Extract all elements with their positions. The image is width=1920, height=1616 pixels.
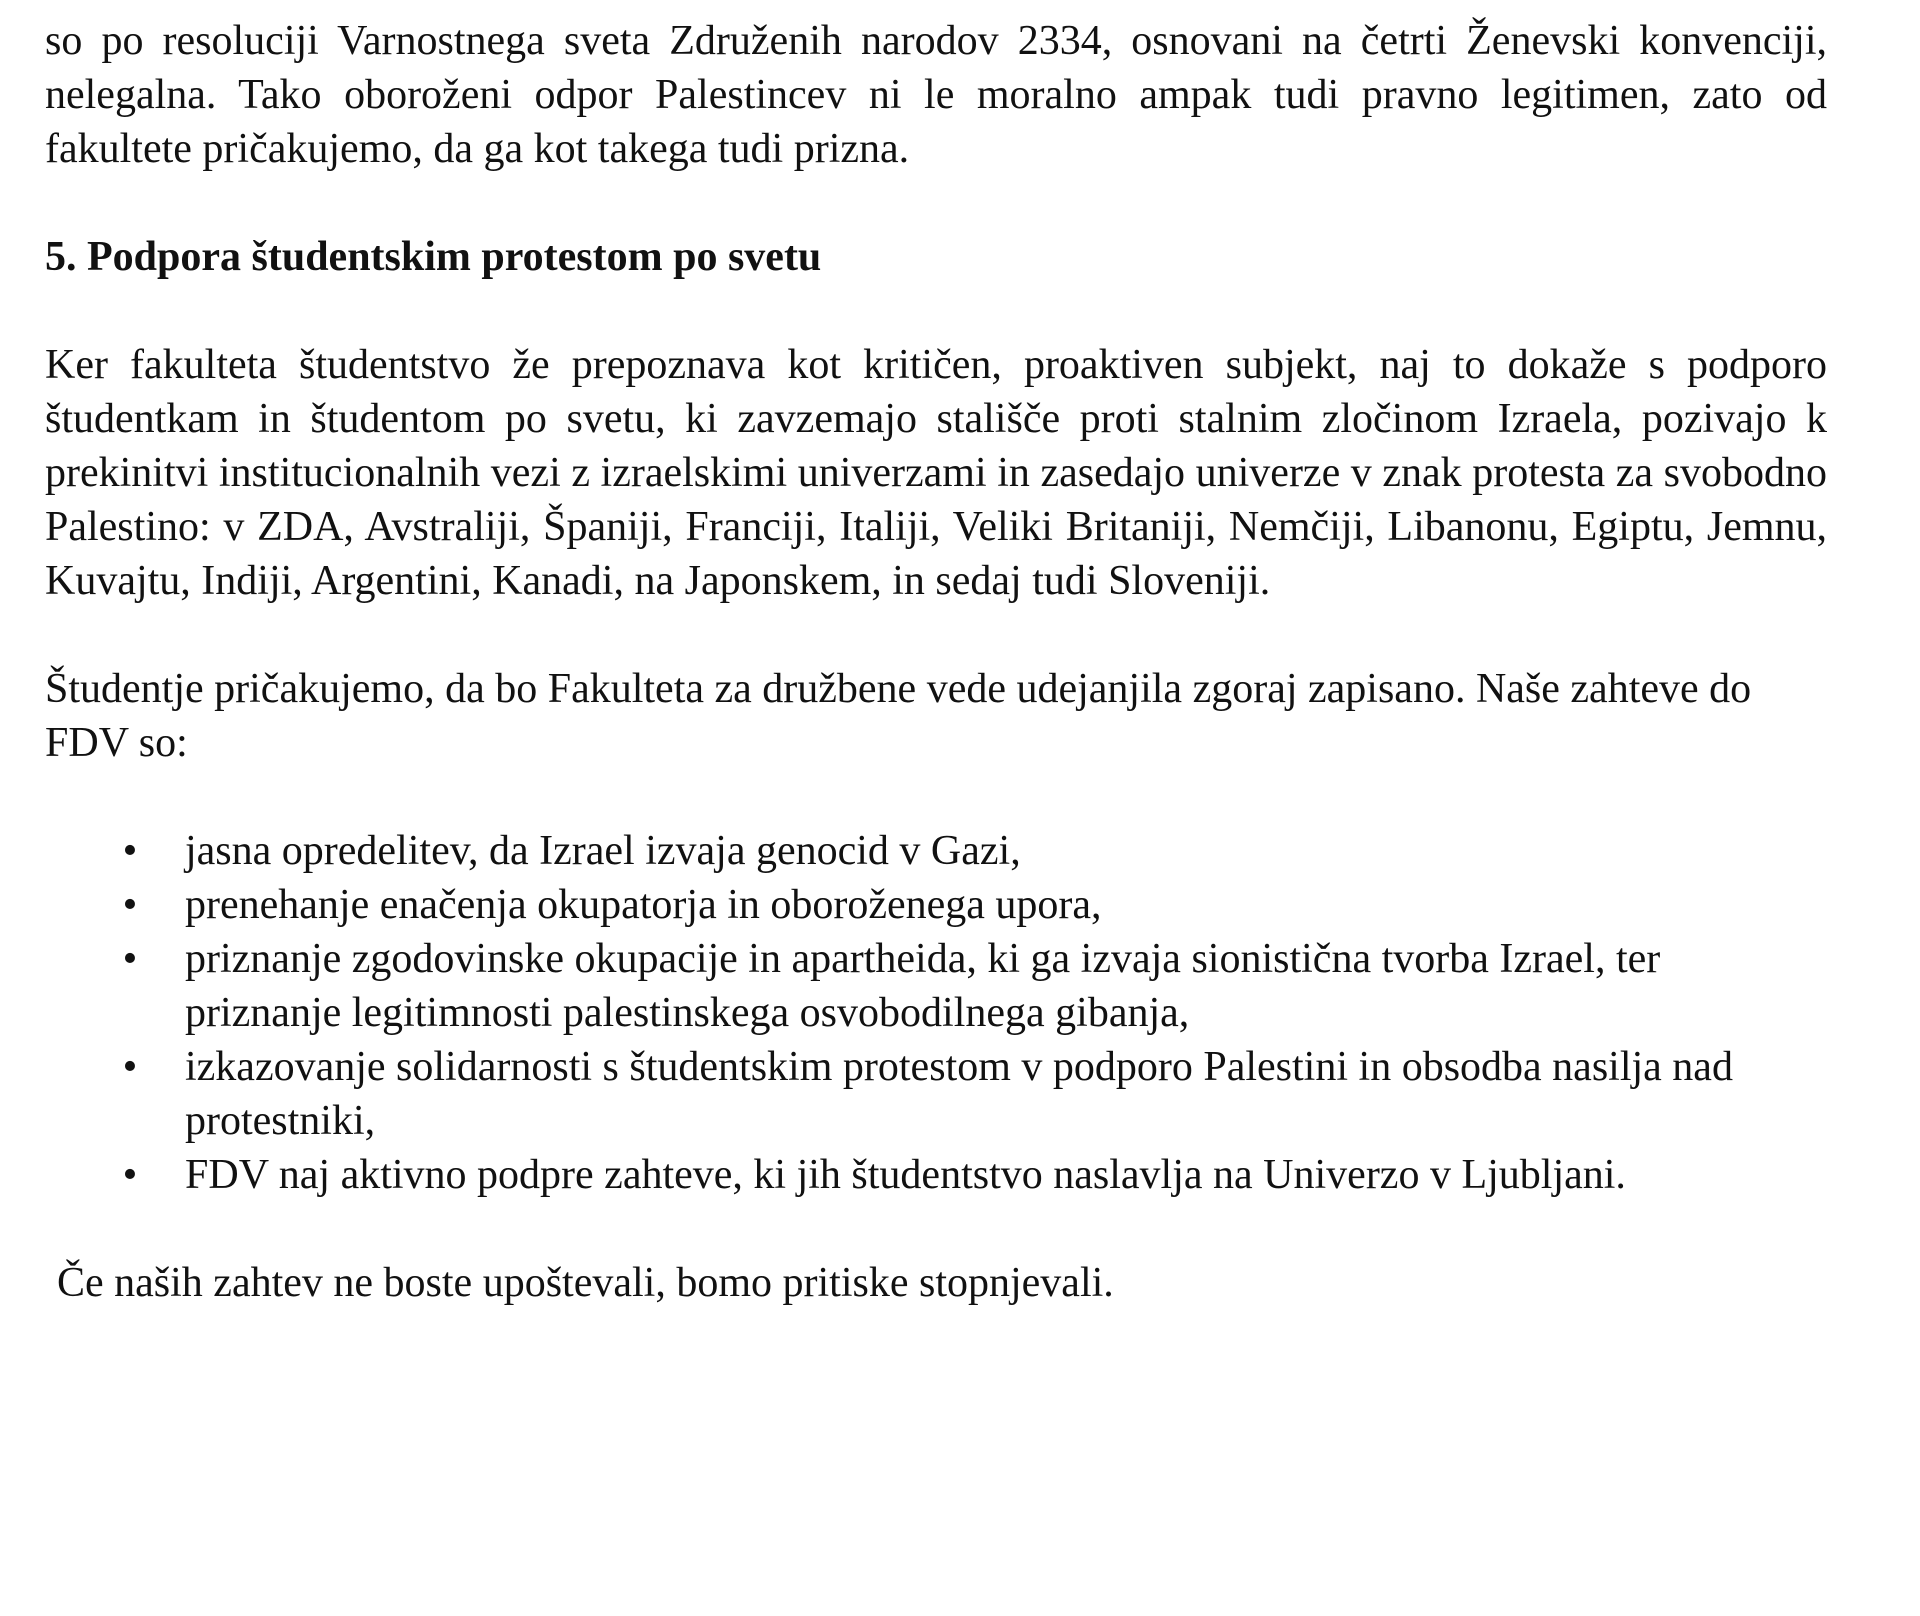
- closing-statement: Če naših zahtev ne boste upoštevali, bomo pritiske stopnjevali.: [57, 1260, 1114, 1306]
- bullet-icon: •: [122, 936, 138, 982]
- list-item: [45, 1040, 1825, 1148]
- demand-text: jasna opredelitev, da Izrael izvaja genocid v Gazi,: [185, 828, 1021, 874]
- bullet-icon: •: [122, 1152, 138, 1198]
- demand-text: izkazovanje solidarnosti s študentskim protestom v podporo Palestini in obsodba nasilja nad protestniki,: [185, 1044, 1733, 1144]
- list-item: [45, 932, 1825, 1040]
- list-item: [45, 878, 1825, 932]
- bullet-icon: •: [122, 828, 138, 874]
- list-item: [45, 824, 1825, 878]
- demand-text: FDV naj aktivno podpre zahteve, ki jih študentstvo naslavlja na Univerzo v Ljubljani.: [185, 1152, 1626, 1198]
- section-paragraph: Ker fakulteta študentstvo že prepoznava kot kritičen, proaktiven subjekt, naj to dokaže s podporo študentkam in študentom po svetu, ki zavzemajo stališče proti stalnim zločinom Izraela, pozivajo k prekinitvi institucionalnih vezi z izraelskimi univerzami in zasedajo univerze v znak protesta za svobodno Palestino: v ZDA, Avstraliji, Španiji, Franciji, Italiji, Veliki Britaniji, Nemčiji, Libanonu, Egiptu, Jemnu, Kuvajtu, Indiji, Argentini, Kanadi, na Japonskem, in sedaj tudi Sloveniji.: [45, 342, 1827, 604]
- bullet-icon: •: [122, 1044, 138, 1090]
- intro-paragraph: so po resoluciji Varnostnega sveta Združenih narodov 2334, osnovani na četrti Ženevski konvenciji, nelegalna. Tako oboroženi odpor Palestincev ni le moralno ampak tudi pravno legitimen, zato od fakultete pričakujemo, da ga kot takega tudi prizna.: [45, 18, 1827, 172]
- list-item: [45, 1148, 1825, 1202]
- section-heading: 5. Podpora študentskim protestom po svetu: [45, 234, 822, 280]
- bullet-icon: •: [122, 882, 138, 928]
- demand-text: priznanje zgodovinske okupacije in apartheida, ki ga izvaja sionistična tvorba Izrael, ter priznanje legitimnosti palestinskega osvobodilnega gibanja,: [185, 936, 1661, 1036]
- demands-intro: Študentje pričakujemo, da bo Fakulteta za družbene vede udejanjila zgoraj zapisano. Naše zahteve do FDV so:: [45, 666, 1752, 766]
- demand-text: prenehanje enačenja okupatorja in oboroženega upora,: [185, 882, 1102, 928]
- demands-list: [45, 824, 1827, 1202]
- document-page: [45, 14, 1827, 1310]
